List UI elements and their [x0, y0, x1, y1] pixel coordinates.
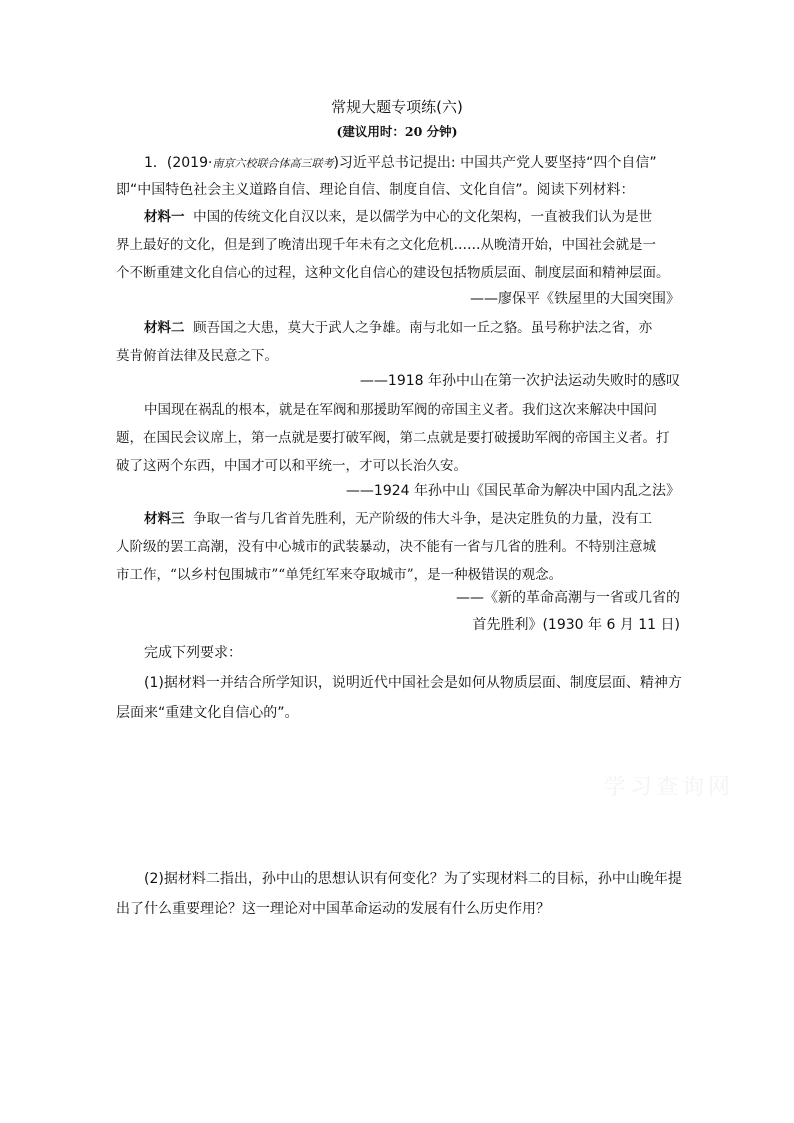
question-intro-text: )习近平总书记提出: 中国共产党人要坚持“四个自信”	[333, 155, 657, 171]
question2-line2: 出了什么重要理论？这一理论对中国革命运动的发展有什么历史作用？	[116, 901, 550, 917]
material2-line3: 中国现在祸乱的根本，就是在军阀和那援助军阀的帝国主义者。我们这次来解决中国问	[144, 402, 657, 418]
watermark: 学习查询网	[604, 775, 735, 800]
material1-text1: 中国的传统文化自汉以来，是以儒学为中心的文化架构，一直被我们认为是世	[193, 209, 653, 225]
question1-line1: (1)据材料一并结合所学知识，说明近代中国社会是如何从物质层面、制度层面、精神方	[144, 675, 682, 691]
material3-text1: 争取一省与几省首先胜利，无产阶级的伟大斗争，是决定胜负的力量，没有工	[193, 511, 653, 527]
material3-line1	[116, 505, 710, 533]
material2-text1: 顾吾国之大患，莫大于武人之争雄。南与北如一丘之貉。虽号称护法之省，亦	[193, 320, 653, 336]
material2-line5: 破了这两个东西，中国才可以和平统一，才可以长治久安。	[116, 458, 467, 474]
material1-source: ——廖保平《铁屋里的大国突围》	[470, 291, 680, 307]
material3-source-line2: 首先胜利》(1930 年 6 月 11 日)	[472, 617, 680, 633]
time-hint: (建议用时：20 分钟)	[336, 124, 458, 139]
question-intro-line2: 即“中国特色社会主义道路自信、理论自信、制度自信、文化自信”。阅读下列材料：	[116, 182, 635, 198]
question-number: 1．(2019·	[144, 155, 213, 171]
material3-source-line1: ——《新的革命高潮与一省或几省的	[456, 590, 680, 606]
question-source-school: 南京六校联合体高三联考	[212, 157, 334, 170]
material2-source2: ——1924 年孙中山《国民革命为解决中国内乱之法》	[345, 483, 680, 499]
material3-line2: 人阶级的罢工高潮，没有中心城市的武装暴动，决不能有一省与几省的胜利。不特别注意城	[116, 539, 656, 555]
page-title: 常规大题专项练(六)	[331, 98, 463, 116]
material1-line2: 界上最好的文化，但是到了晚清出现千年未有之文化危机……从晚清开始，中国社会就是一	[116, 237, 656, 253]
material3-label: 材料三	[144, 511, 185, 527]
question2-line1: (2)据材料二指出，孙中山的思想认识有何变化？为了实现材料二的目标，孙中山晚年提	[144, 871, 682, 887]
material2-label: 材料二	[144, 320, 185, 336]
material1-label: 材料一	[144, 209, 185, 225]
material2-line4: 题，在国民会议席上，第一点就是要打破军阀，第二点就是要打破援助军阀的帝国主义者。打	[116, 430, 670, 446]
question1-line2: 层面来“重建文化自信心的”。	[116, 705, 299, 721]
question-intro-line1	[116, 150, 682, 177]
material2-source1: ——1918 年孙中山在第一次护法运动失败时的感叹	[359, 373, 680, 389]
material2-line2: 莫肯俯首法律及民意之下。	[116, 348, 278, 364]
material2-line1	[116, 314, 710, 342]
material3-line3: 市工作，“以乡村包围城市”“单凭红军来夺取城市”，是一种极错误的观念。	[116, 567, 563, 583]
requirements-heading: 完成下列要求：	[144, 645, 242, 661]
material1-line3: 个不断重建文化自信心的过程，这种文化自信心的建设包括物质层面、制度层面和精神层面。	[116, 265, 670, 281]
material1-line1	[116, 203, 710, 231]
